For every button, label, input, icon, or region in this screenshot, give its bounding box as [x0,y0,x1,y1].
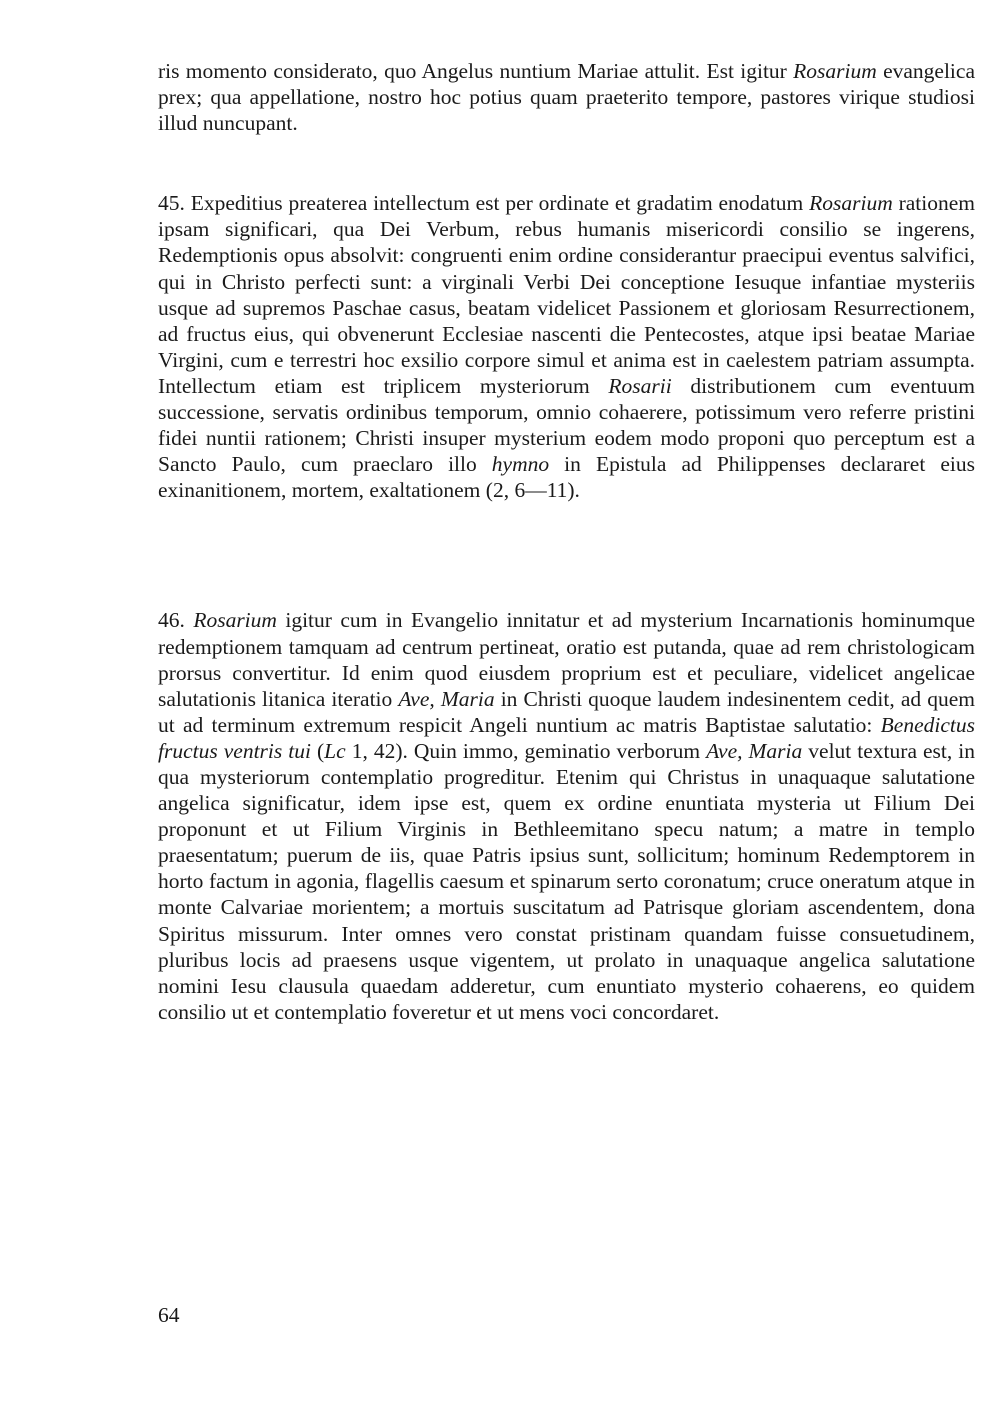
italic-term: Rosarium [193,608,277,633]
text-segment: 1, 42). Quin immo, geminatio verborum [345,738,707,763]
paragraph-number: 46. [158,608,185,633]
italic-term: Ave, Maria [706,738,803,763]
text-segment: rationem ipsam significari, qua Dei Verbum, rebus humanis misericordi consilio se ingerens, Redemptionis opus absolvit: congruenti enim ordine considerantur praecipui eventus salvifici, qui in Christo perfecti sunt: a virginali Verbi Dei conceptione Iesuque infantiae mysteriis usque ad supremos Paschae casus, beatam videlicet Passionem et gloriosam Resurrectionem, ad fructus eius, qui obvenerunt Ecclesiae nascenti die Pentecostes, atque ipsi beatae Mariae Virgini, cum e terrestri hoc exsilio corpore simul et anima est in caelestem patriam assumpta. Intellectum etiam est triplicem mysteriorum [158,191,975,398]
text-segment: distributionem cum eventuum successione, servatis ordinibus temporum, omnio cohaerere, potissimum vero referre pristini fidei nuntii rationem; Christi insuper mysterium eodem modo proponi quo perceptum est a Sancto Paulo, cum praeclaro illo [158,373,975,477]
paragraph-number: 45. [158,191,185,216]
text-segment: in Epistula ad Philippenses declararet eius exinanitionem, mortem, exaltationem (2, 6—11). [158,452,975,503]
page-number: 64 [158,1303,180,1327]
paragraph-continued [158,58,975,136]
text-segment: evangelica prex; qua appellatione, nostro hoc potius quam praeterito tempore, pastores virique studiosi illud nuncupant. [158,59,975,136]
text-segment: ris momento considerato, quo Angelus nuntium Mariae attulit. Est igitur [158,59,794,83]
italic-term: Lc [324,738,346,763]
paragraph-46 [158,607,975,1025]
text-segment: Expeditius preaterea intellectum est per ordinate et gradatim enodatum [184,191,810,216]
text-segment: igitur cum in Evangelio innitatur et ad mysterium Incarnationis hominumque redemptionem tamquam ad centrum pertineat, oratio est putanda, quae ad rem christologicam prorsus convertitur. Id enim quod eiusdem proprium est et peculiare, videlicet angelicae salutationis litanica iteratio [158,608,975,711]
italic-term: Rosarium [809,191,893,216]
text-segment: ( [310,738,325,763]
italic-term: Benedictus fructus ventris tui [158,712,975,763]
italic-term: Rosarium [793,59,877,83]
text-segment: velut textura est, in qua mysteriorum contemplatio progreditur. Etenim qui Christus in unaquaque salutatione angelica significatur, idem ipse est, quem ex ordine enuntiata mysteria ut Filium Dei proponunt et ut Filium Virginis in Bethleemitano specu natum; a matre in templo praesentatum; puerum de iis, quae Patris ipsius sunt, sollicitum; hominum Redemptorem in horto factum in agonia, flagellis caesum et spinarum serto coronatum; cruce oneratum atque in monte Calvariae morientem; a mortuis suscitatum ad Patrisque gloriam ascendentem, dona Spiritus missurum. Inter omnes vero constat pristinam quandam fuisse consuetudinem, pluribus locis ad praesens usque vigentem, ut prolato in unaquaque angelica salutatione nomini Iesu clausula quaedam adderetur, cum enuntiato mysterio cohaerens, eo quidem consilio ut et contemplatio foveretur et ut mens voci concordaret. [158,738,975,1024]
document-body [158,58,975,1025]
italic-term: Ave, Maria [398,686,495,711]
italic-term: hymno [491,452,550,477]
italic-term: Rosarii [608,373,672,398]
text-segment: in Christi quoque laudem indesinentem cedit, ad quem ut ad terminum extremum respicit Angeli nuntium ac matris Baptistae salutatio: [158,686,975,737]
paragraph-45 [158,190,975,503]
